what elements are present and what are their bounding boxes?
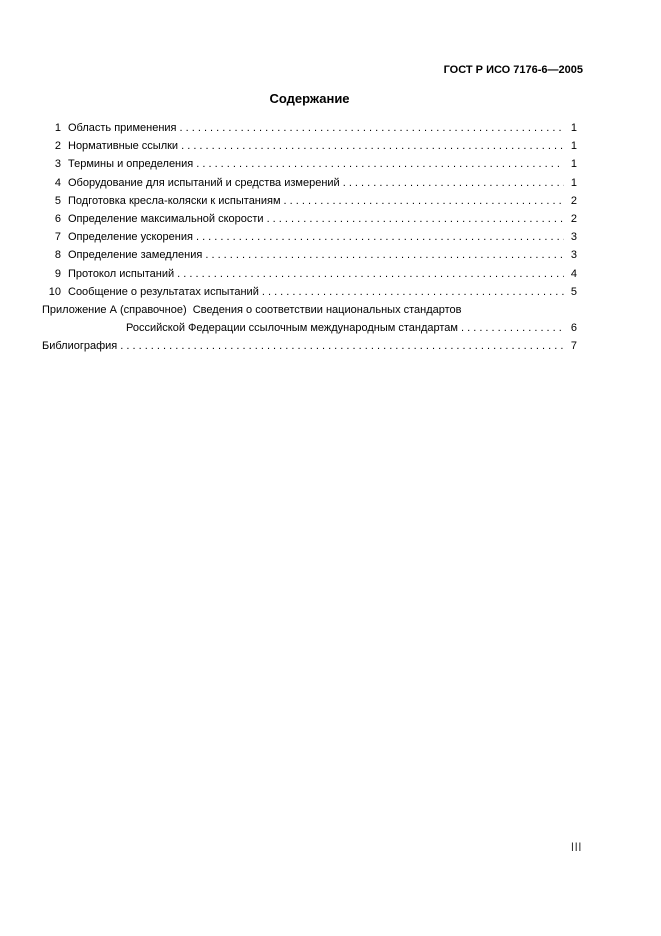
toc-appendix-line2: [42, 319, 577, 337]
page-folio-number: III: [570, 842, 582, 854]
toc-dot-leader: [120, 337, 564, 355]
toc-entry: [42, 246, 577, 264]
toc-dot-leader: [180, 119, 565, 137]
toc-entry-number: 8: [54, 249, 61, 262]
toc-entry: [42, 155, 577, 173]
toc-entry-label: Термины и определения: [68, 158, 194, 171]
toc-dot-leader: [284, 192, 564, 210]
page-title: Содержание: [269, 91, 350, 106]
toc-dot-leader: [267, 210, 564, 228]
toc-dot-leader: [177, 265, 564, 283]
toc-entry: [42, 228, 577, 246]
document-designation: ГОСТ Р ИСО 7176-6—2005: [443, 64, 583, 76]
toc-entry-number: 2: [54, 140, 61, 153]
toc-entry-number: 4: [54, 176, 61, 189]
toc-entry-page: 1: [570, 122, 577, 134]
toc-entry-number: 6: [54, 212, 61, 225]
toc-entry-label: Нормативные ссылки: [68, 140, 179, 153]
toc-dot-leader: [343, 174, 564, 192]
toc-entry: [42, 192, 577, 210]
toc-entry-page: 1: [570, 176, 577, 189]
toc-entry-label: Сообщение о результатах испытаний: [68, 285, 259, 298]
toc-entry-number: 10: [48, 285, 61, 298]
toc-entry-label: Приложение А (справочное) Сведения о соответствии национальных стандартов: [42, 303, 462, 316]
toc-entry-number: 1: [54, 122, 61, 134]
toc-entry-label: Российской Федерации ссылочным международным стандартам: [126, 322, 458, 335]
toc-entry-page: 2: [570, 212, 577, 225]
toc-entry-label: Библиография: [42, 340, 118, 353]
table-of-contents: [42, 119, 577, 355]
toc-entry-label: Область применения: [68, 122, 177, 134]
toc-entry-label: Оборудование для испытаний и средства измерений: [68, 176, 340, 189]
toc-entry: [42, 137, 577, 155]
toc-entry-page: 1: [570, 140, 577, 153]
toc-entry-number: 5: [54, 194, 61, 207]
toc-entry: [42, 265, 577, 283]
toc-dot-leader: [196, 228, 564, 246]
toc-dot-leader: [262, 283, 564, 301]
toc-entry-number: 7: [54, 231, 61, 244]
toc-dot-leader: [181, 137, 564, 155]
toc-entry-page: 4: [570, 267, 577, 280]
toc-dot-leader: [461, 319, 564, 337]
toc-bibliography-entry: [42, 337, 577, 355]
toc-dot-leader: [205, 246, 564, 264]
toc-entry: [42, 283, 577, 301]
toc-entry-page: 1: [570, 158, 577, 171]
toc-entry-label: Определение ускорения: [68, 231, 193, 244]
toc-entry-label: Протокол испытаний: [68, 267, 175, 280]
toc-entry-page: 3: [570, 231, 577, 244]
toc-entry-page: 2: [570, 194, 577, 207]
toc-entry-page: 5: [570, 285, 577, 298]
toc-entry-page: 6: [570, 322, 577, 335]
toc-entry-number: 9: [54, 267, 61, 280]
toc-appendix-line1: [42, 301, 577, 319]
toc-entry-label: Подготовка кресла-коляски к испытаниям: [68, 194, 281, 207]
toc-entry-label: Определение максимальной скорости: [68, 212, 264, 225]
toc-entry: [42, 119, 577, 137]
toc-entry: [42, 210, 577, 228]
toc-entry-label: Определение замедления: [68, 249, 203, 262]
toc-entry-page: 7: [570, 340, 577, 353]
toc-entry: [42, 174, 577, 192]
toc-entry-page: 3: [570, 249, 577, 262]
toc-dot-leader: [196, 155, 564, 173]
toc-entry-number: 3: [54, 158, 61, 171]
